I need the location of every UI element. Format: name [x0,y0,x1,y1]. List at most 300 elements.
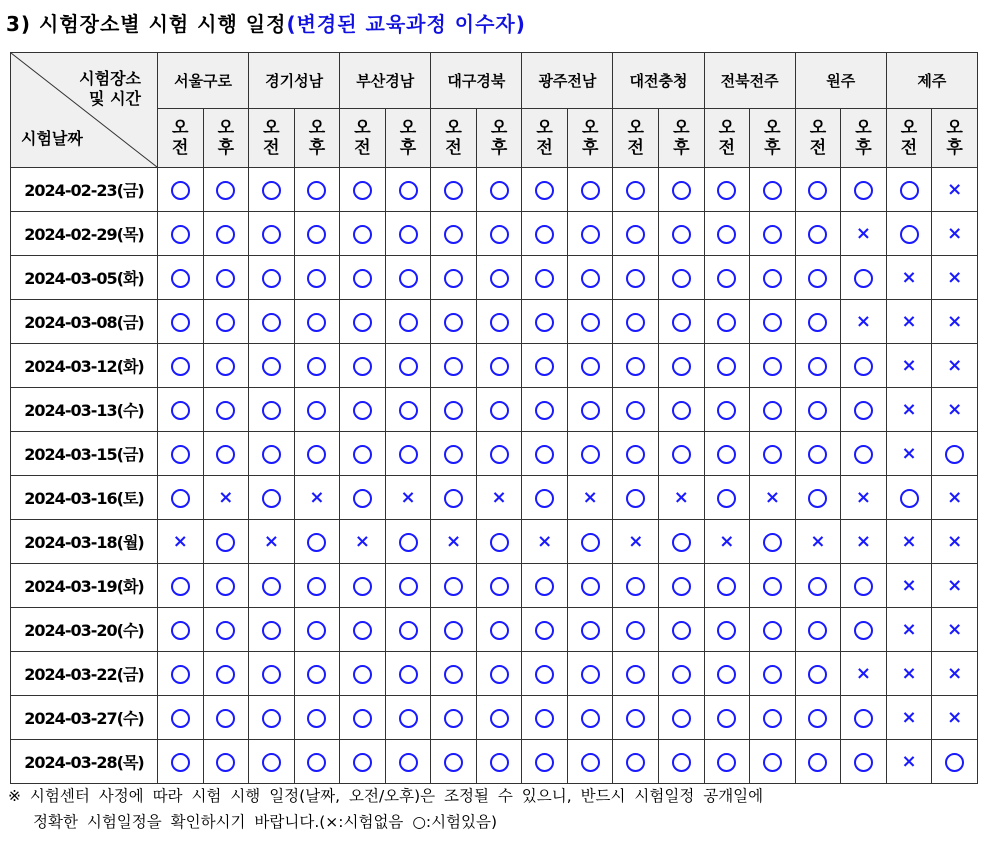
schedule-cell [704,432,750,476]
exam-available-icon [353,401,372,420]
schedule-cell [613,520,659,564]
exam-available-icon [353,225,372,244]
schedule-cell [522,256,568,300]
exam-available-icon [763,621,782,640]
schedule-cell [932,652,978,696]
exam-available-icon [216,621,235,640]
schedule-cell [431,168,477,212]
corner-bottom-label: 시험날짜 [21,129,83,148]
exam-available-icon [216,665,235,684]
schedule-cell [704,212,750,256]
schedule-cell [841,256,887,300]
schedule-cell [659,696,705,740]
schedule-cell [659,168,705,212]
schedule-cell [158,608,204,652]
exam-available-icon [216,445,235,464]
exam-available-icon [490,577,509,596]
schedule-cell [932,168,978,212]
exam-available-icon [763,709,782,728]
schedule-cell [385,476,431,520]
date-cell: 2024-03-16(토) [11,476,158,520]
exam-available-icon [854,445,873,464]
exam-available-icon [672,313,691,332]
exam-available-icon [307,709,326,728]
pm-header: 오 후 [932,109,978,168]
exam-available-icon [581,269,600,288]
no-exam-icon: × [901,619,917,640]
schedule-cell [659,344,705,388]
exam-available-icon [717,269,736,288]
exam-available-icon [353,577,372,596]
schedule-cell [750,696,796,740]
schedule-cell [704,256,750,300]
schedule-cell [249,696,295,740]
exam-available-icon [808,489,827,508]
exam-available-icon [535,489,554,508]
schedule-cell [567,564,613,608]
exam-available-icon [171,665,190,684]
exam-available-icon [808,445,827,464]
am-header: 오 전 [249,109,295,168]
schedule-cell [613,608,659,652]
schedule-cell [476,740,522,784]
no-exam-icon: × [263,531,279,552]
exam-available-icon [399,181,418,200]
schedule-cell [613,652,659,696]
schedule-cell [886,432,932,476]
schedule-cell [476,388,522,432]
exam-available-icon [262,621,281,640]
exam-available-icon [490,665,509,684]
schedule-cell [841,476,887,520]
exam-available-icon [535,753,554,772]
exam-available-icon [399,445,418,464]
schedule-cell [795,608,841,652]
schedule-cell [249,388,295,432]
schedule-cell [886,168,932,212]
exam-available-icon [581,621,600,640]
exam-available-icon [763,753,782,772]
schedule-cell [203,608,249,652]
exam-available-icon [171,753,190,772]
page-title [6,8,526,37]
exam-available-icon [581,709,600,728]
schedule-cell [340,608,386,652]
schedule-cell [522,388,568,432]
exam-available-icon [672,269,691,288]
schedule-cell [613,344,659,388]
exam-available-icon [854,181,873,200]
exam-available-icon [216,225,235,244]
schedule-cell [750,520,796,564]
schedule-cell [795,344,841,388]
schedule-cell [340,300,386,344]
schedule-cell [704,652,750,696]
schedule-cell [385,256,431,300]
schedule-cell [249,212,295,256]
schedule-cell [385,608,431,652]
schedule-cell [659,432,705,476]
exam-available-icon [262,269,281,288]
schedule-cell [704,168,750,212]
date-cell: 2024-03-13(수) [11,388,158,432]
schedule-cell [522,168,568,212]
schedule-cell [203,432,249,476]
exam-available-icon [672,709,691,728]
no-exam-icon: × [901,531,917,552]
schedule-cell [476,520,522,564]
exam-available-icon [399,577,418,596]
exam-available-icon [717,181,736,200]
table-row [11,344,978,388]
no-exam-icon: × [810,531,826,552]
exam-available-icon [672,445,691,464]
no-exam-icon: × [947,355,963,376]
schedule-cell [795,432,841,476]
schedule-cell [613,564,659,608]
schedule-cell [158,740,204,784]
exam-available-icon [717,313,736,332]
exam-available-icon [444,577,463,596]
exam-available-icon [672,753,691,772]
schedule-cell [249,608,295,652]
schedule-cell [613,432,659,476]
date-cell: 2024-03-22(금) [11,652,158,696]
exam-available-icon [535,621,554,640]
exam-available-icon [307,621,326,640]
table-row [11,476,978,520]
corner-top-label: 시험장소 및 시간 [79,69,141,108]
footnote [8,783,763,835]
exam-available-icon [672,665,691,684]
schedule-cell [567,652,613,696]
schedule-cell [750,740,796,784]
schedule-cell [476,300,522,344]
exam-available-icon [581,181,600,200]
exam-available-icon [763,445,782,464]
exam-available-icon [763,269,782,288]
schedule-cell [158,344,204,388]
exam-available-icon [353,357,372,376]
schedule-cell [294,652,340,696]
exam-available-icon [399,665,418,684]
schedule-cell [750,344,796,388]
schedule-cell [203,212,249,256]
no-exam-icon: × [947,311,963,332]
exam-available-icon [216,357,235,376]
schedule-cell [567,520,613,564]
schedule-cell [340,432,386,476]
schedule-cell [886,608,932,652]
schedule-cell [340,652,386,696]
schedule-cell [431,520,477,564]
exam-available-icon [171,401,190,420]
schedule-cell [886,256,932,300]
exam-available-icon [262,181,281,200]
exam-available-icon [763,313,782,332]
schedule-cell [203,168,249,212]
schedule-cell [294,300,340,344]
exam-available-icon [444,225,463,244]
exam-available-icon [444,665,463,684]
schedule-cell [795,696,841,740]
schedule-cell [431,652,477,696]
exam-available-icon [626,665,645,684]
schedule-cell [294,168,340,212]
schedule-cell [431,256,477,300]
exam-available-icon [307,445,326,464]
no-exam-icon: × [901,707,917,728]
exam-available-icon [216,181,235,200]
schedule-cell [704,696,750,740]
exam-available-icon [535,357,554,376]
schedule-cell [841,212,887,256]
no-exam-icon: × [901,399,917,420]
region-header: 제주 [886,53,977,109]
schedule-cell [613,696,659,740]
no-exam-icon: × [764,487,780,508]
am-header: 오 전 [431,109,477,168]
am-header: 오 전 [158,109,204,168]
schedule-cell [795,256,841,300]
exam-available-icon [399,753,418,772]
schedule-cell [613,256,659,300]
schedule-cell [750,256,796,300]
schedule-cell [795,476,841,520]
exam-available-icon [353,445,372,464]
schedule-cell [567,608,613,652]
schedule-cell [431,432,477,476]
exam-available-icon [399,401,418,420]
exam-available-icon [307,665,326,684]
table-row [11,564,978,608]
no-exam-icon: × [947,223,963,244]
schedule-cell [704,608,750,652]
am-header: 오 전 [886,109,932,168]
pm-header: 오 후 [203,109,249,168]
exam-available-icon [262,313,281,332]
schedule-cell [932,300,978,344]
exam-available-icon [353,709,372,728]
exam-available-icon [717,753,736,772]
schedule-cell [704,344,750,388]
schedule-cell [795,168,841,212]
schedule-cell [340,344,386,388]
exam-available-icon [581,225,600,244]
no-exam-icon: × [901,267,917,288]
schedule-cell [613,388,659,432]
date-cell: 2024-02-29(목) [11,212,158,256]
exam-available-icon [307,533,326,552]
schedule-cell [203,652,249,696]
schedule-cell [659,212,705,256]
no-exam-icon: × [855,311,872,332]
no-exam-icon: × [901,443,917,464]
schedule-cell [476,168,522,212]
no-exam-icon: × [901,663,917,684]
no-exam-icon: × [673,487,689,508]
exam-available-icon [353,665,372,684]
exam-available-icon [808,401,827,420]
schedule-cell [567,168,613,212]
schedule-cell [841,564,887,608]
exam-available-icon [808,753,827,772]
exam-available-icon [763,401,782,420]
schedule-cell [431,344,477,388]
exam-available-icon [535,577,554,596]
schedule-cell [659,520,705,564]
exam-available-icon [307,401,326,420]
exam-available-icon [399,709,418,728]
schedule-cell [704,564,750,608]
schedule-cell [476,696,522,740]
exam-available-icon [262,489,281,508]
exam-available-icon [171,269,190,288]
no-exam-icon: × [947,707,963,728]
exam-available-icon [444,357,463,376]
schedule-cell [841,520,887,564]
schedule-cell [841,740,887,784]
table-row [11,388,978,432]
exam-available-icon [490,621,509,640]
schedule-cell [522,476,568,520]
exam-available-icon [581,313,600,332]
schedule-cell [203,344,249,388]
exam-available-icon [307,269,326,288]
schedule-cell [294,520,340,564]
no-exam-icon: × [947,531,963,552]
schedule-cell [522,564,568,608]
region-header: 대구경북 [431,53,522,109]
exam-available-icon [399,621,418,640]
table-row [11,696,978,740]
exam-available-icon [808,313,827,332]
table-row [11,300,978,344]
exam-available-icon [535,225,554,244]
schedule-cell [659,476,705,520]
exam-available-icon [490,357,509,376]
schedule-cell [203,300,249,344]
schedule-cell [886,520,932,564]
date-cell: 2024-03-19(화) [11,564,158,608]
exam-available-icon [808,709,827,728]
exam-available-icon [717,621,736,640]
exam-available-icon [307,225,326,244]
footnote-line-2: 정확한 시험일정을 확인하시기 바랍니다.(×:시험없음 ○:시험있음) [33,813,498,831]
schedule-table [10,52,978,784]
schedule-cell [294,740,340,784]
schedule-cell [795,520,841,564]
exam-available-icon [808,357,827,376]
schedule-cell [249,564,295,608]
exam-available-icon [581,401,600,420]
schedule-cell [294,696,340,740]
title-main: 3) 시험장소별 시험 시행 일정 [6,12,287,36]
exam-available-icon [444,621,463,640]
no-exam-icon: × [947,575,963,596]
exam-available-icon [763,225,782,244]
exam-available-icon [262,445,281,464]
no-exam-icon: × [947,399,963,420]
schedule-cell [385,652,431,696]
schedule-cell [932,432,978,476]
schedule-cell [385,696,431,740]
exam-available-icon [581,753,600,772]
schedule-cell [704,520,750,564]
exam-available-icon [854,753,873,772]
schedule-cell [567,344,613,388]
schedule-cell [340,740,386,784]
schedule-cell [203,564,249,608]
schedule-cell [158,168,204,212]
exam-available-icon [307,357,326,376]
exam-available-icon [672,225,691,244]
exam-available-icon [444,753,463,772]
schedule-cell [476,432,522,476]
schedule-cell [249,300,295,344]
exam-available-icon [535,269,554,288]
schedule-cell [841,344,887,388]
am-header: 오 전 [795,109,841,168]
table-row [11,608,978,652]
schedule-cell [385,212,431,256]
date-cell: 2024-03-15(금) [11,432,158,476]
exam-available-icon [900,489,919,508]
region-header: 경기성남 [249,53,340,109]
schedule-cell [158,388,204,432]
exam-available-icon [626,709,645,728]
schedule-cell [340,388,386,432]
exam-available-icon [854,269,873,288]
exam-available-icon [171,577,190,596]
exam-available-icon [444,445,463,464]
no-exam-icon: × [947,619,963,640]
schedule-cell [476,256,522,300]
schedule-cell [385,740,431,784]
exam-available-icon [490,269,509,288]
exam-available-icon [535,445,554,464]
exam-available-icon [262,753,281,772]
schedule-cell [659,564,705,608]
date-cell: 2024-02-23(금) [11,168,158,212]
am-header: 오 전 [704,109,750,168]
exam-available-icon [171,181,190,200]
exam-available-icon [808,225,827,244]
exam-available-icon [672,577,691,596]
no-exam-icon: × [400,487,416,508]
schedule-cell [431,476,477,520]
no-exam-icon: × [537,531,553,552]
exam-available-icon [626,577,645,596]
exam-available-icon [262,665,281,684]
exam-available-icon [490,709,509,728]
exam-available-icon [535,401,554,420]
schedule-cell [431,608,477,652]
exam-available-icon [945,753,964,772]
schedule-cell [932,520,978,564]
region-header: 광주전남 [522,53,613,109]
exam-available-icon [490,753,509,772]
date-cell: 2024-03-12(화) [11,344,158,388]
schedule-cell [841,432,887,476]
exam-available-icon [717,489,736,508]
schedule-cell [294,344,340,388]
exam-available-icon [171,225,190,244]
table-row [11,432,978,476]
exam-available-icon [672,533,691,552]
schedule-cell [932,476,978,520]
schedule-cell [522,740,568,784]
